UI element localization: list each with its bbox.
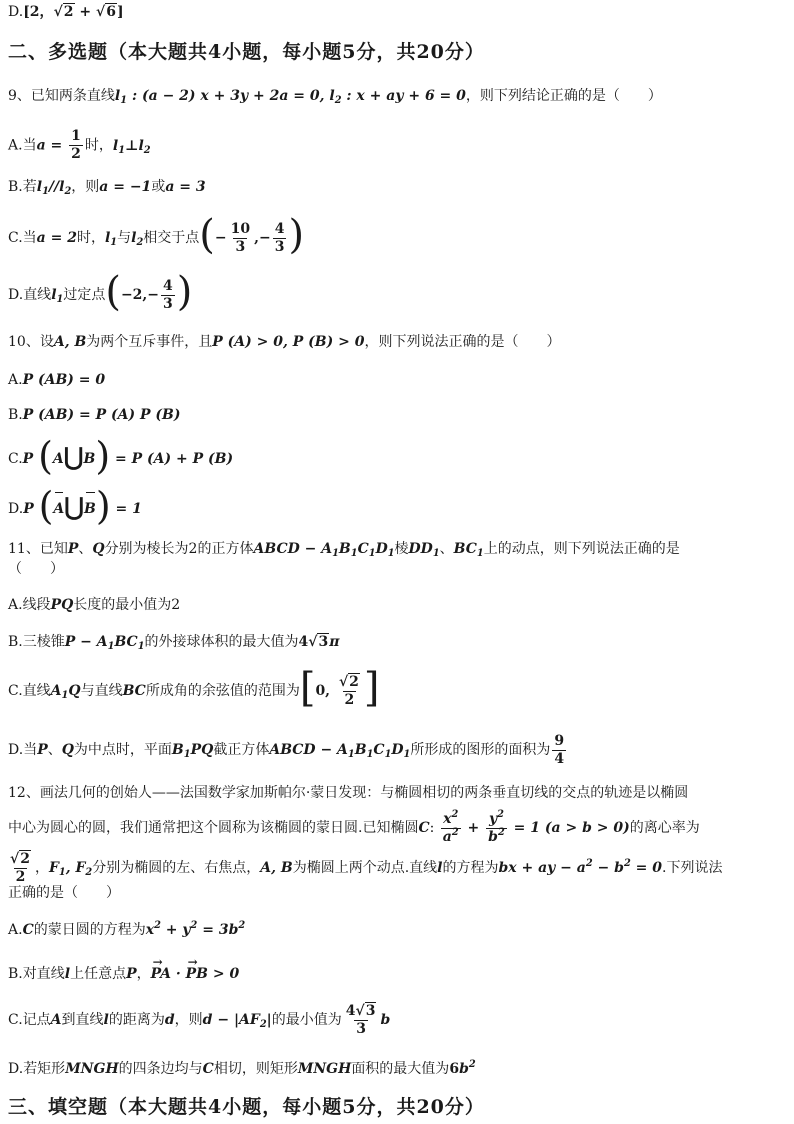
q10-option-d: D.P (A⋃B) = 1: [8, 484, 142, 528]
section-title-fill-in: 三、填空题（本大题共4小题，每小题5分，共20分）: [8, 1096, 485, 1118]
q12-option-c: C.记点A到直线l的距离为d，则$d - |AF_2|$的最小值为 $\frac{4√3}{3}$ b: [8, 1002, 391, 1037]
q9-stem: 9、已知两条直线$l_1$ : (a − 2) x + 3y + 2a = 0, $l_2$ : x + ay + 6 = 0，则下列结论正确的是（ ）: [8, 88, 662, 106]
q12-stem-line4: 正确的是（ ）: [8, 885, 120, 901]
q11-stem: 11、已知P、Q分别为棱长为2的正方体ABCD − $A_1B_1C_1D_1$棱$DD_1$、$BC_1$上的动点，则下列说法正确的是: [8, 541, 680, 559]
q10-stem: 10、设A, B为两个互斥事件，且P (A) > 0, P (B) > 0，则下列说法正确的是（ ）: [8, 334, 561, 350]
q10-option-b: B.P (AB) = P (A) P (B): [8, 407, 181, 423]
q9-option-c: C.当a = 2时，$l_1$与$l_2$相交于点(− $\frac{10}{3}$ ,− $\frac{4}{3}$ ): [8, 212, 305, 258]
q12-option-a: A.C的蒙日圆的方程为$x^2 + y^2 = 3b^2$: [8, 920, 246, 938]
q12-stem-line1: 12、画法几何的创始人——法国数学家加斯帕尔·蒙日发现：与椭圆相切的两条垂直切线的交点的轨迹是以椭圆: [8, 785, 689, 801]
q11-option-a: A.线段PQ长度的最小值为2: [8, 597, 181, 613]
q11-option-b: B.三棱锥$P - A_1BC_1$的外接球体积的最大值为4√3π: [8, 634, 340, 652]
q11-option-d: D.当P、Q为中点时，平面$B_1PQ$截正方体ABCD − $A_1B_1C_1D_1$所形成的图形的面积为 $\frac{9}{4}$: [8, 732, 565, 767]
q9-option-d: D.直线$l_1$过定点(−2,− $\frac{4}{3}$ ): [8, 269, 193, 315]
q10-option-a: A.P (AB) = 0: [8, 372, 106, 388]
q11-option-c: C.直线$A_1Q$与直线BC所成角的余弦值的范围为[0, $\frac{√2}{2}$ ]: [8, 665, 380, 711]
q9-option-a: A.当a = $\frac{1}{2}$ 时，$l_1\perp l_2$: [8, 128, 151, 162]
q12-stem-line2: 中心为圆心的圆，我们通常把这个圆称为该椭圆的蒙日圆.已知椭圆C: $\frac{x^2}{a^2}$ + $\frac{y^2}{b^2}$ = 1 (a > b > 0)的离心率为: [8, 808, 700, 845]
q10-option-c: C.P (A⋃B) = P (A) + P (B): [8, 434, 234, 478]
section-title-multiple-choice: 二、多选题（本大题共4小题，每小题5分，共20分）: [8, 41, 485, 63]
q11-stem-line2: （ ）: [8, 561, 64, 577]
option-label: D.: [8, 4, 24, 20]
q12-stem-line3: $\frac{√2}{2}$ ，$F_1$, $F_2$分别为椭圆的左、右焦点，A, B为椭圆上两个动点.直线l的方程为bx + ay − $a^2 - b^2 = 0$.下列说法: [10, 850, 723, 885]
q12-option-d: D.若矩形MNGH的四条边均与C相切，则矩形MNGH面积的最大值为$6b^2$: [8, 1059, 476, 1077]
q9-option-b: B.若$l_1//l_2$，则a = −1或a = 3: [8, 179, 206, 197]
interval-value: [2，√2 + √6]: [23, 4, 124, 20]
q12-option-b: B.对直线l上任意点P，→ PA · → PB > 0: [8, 964, 239, 984]
q8-option-d: [8, 2, 124, 22]
